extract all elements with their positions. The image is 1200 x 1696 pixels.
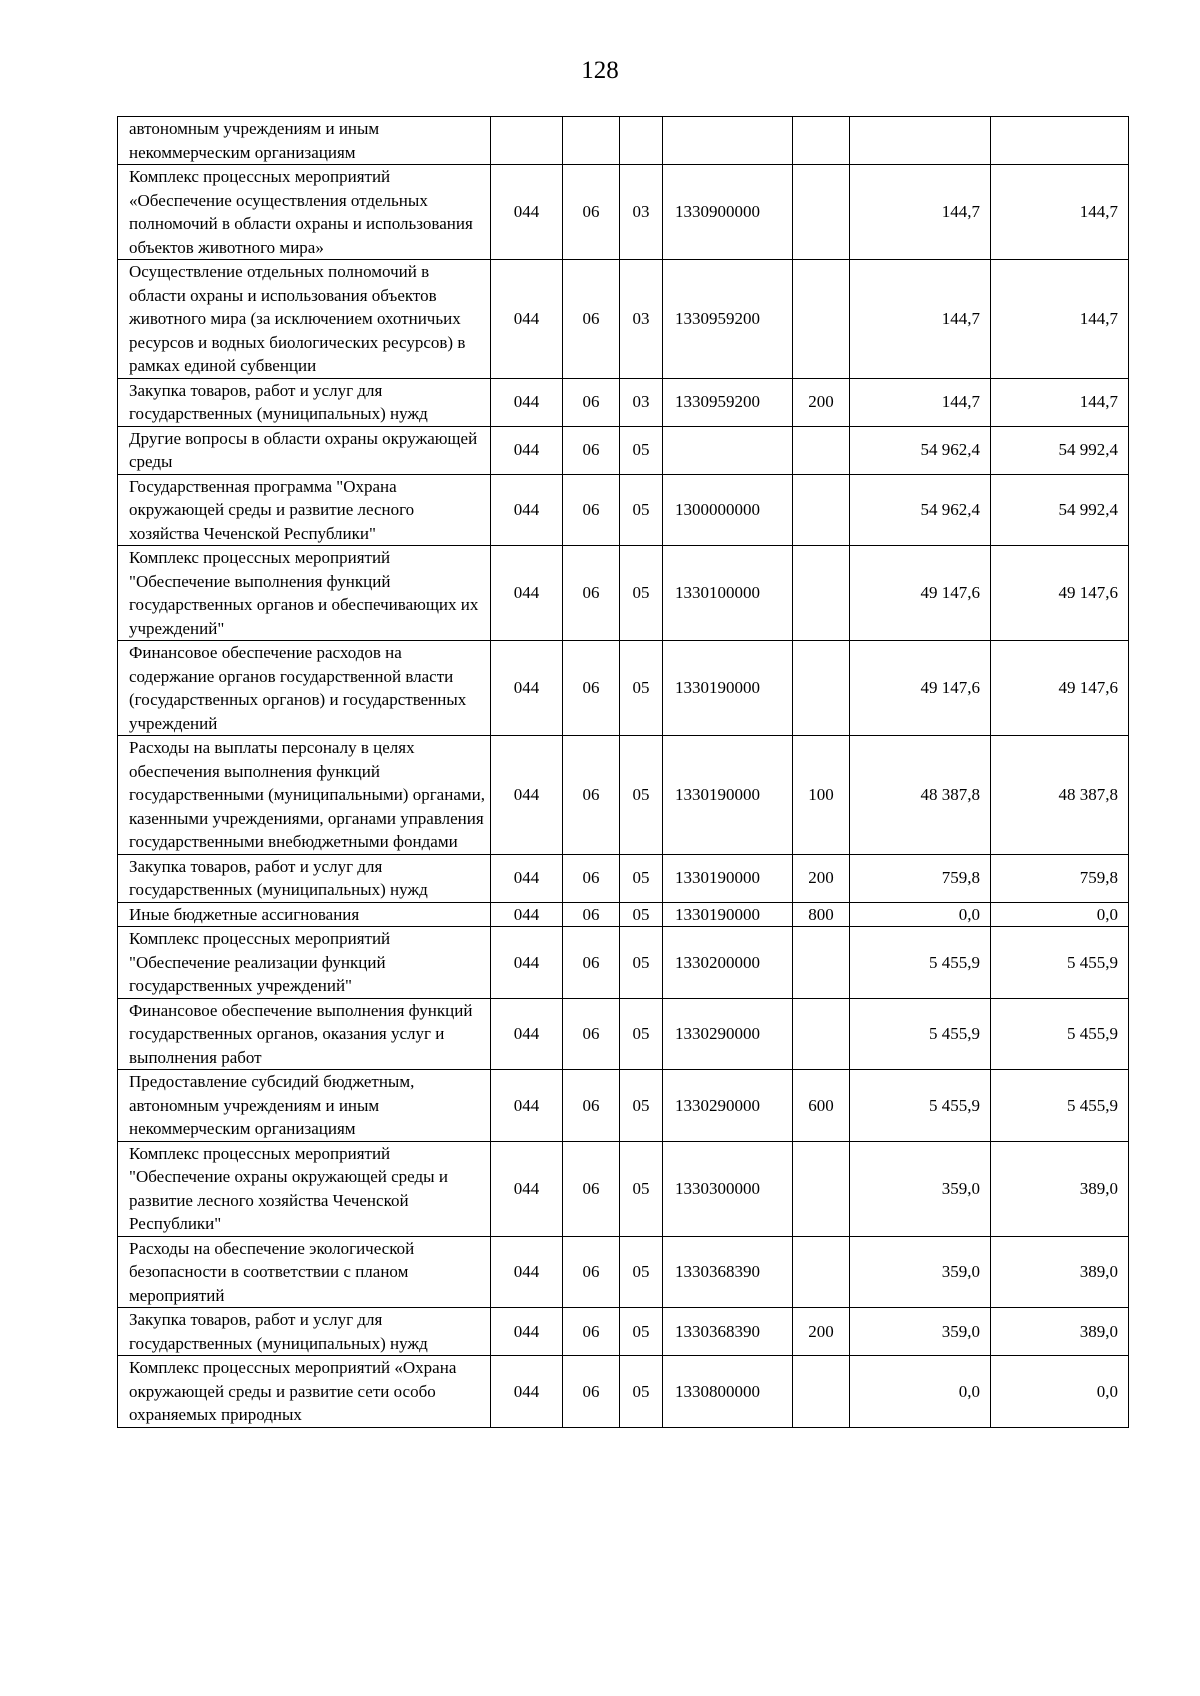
amount-second-year-cell: 48 387,8 [991, 736, 1129, 855]
expense-type-code-cell [793, 260, 850, 379]
ministry-code-cell: 044 [491, 1236, 563, 1308]
section-code-cell: 06 [563, 1236, 620, 1308]
table-row [118, 998, 1129, 1070]
section-code-cell: 06 [563, 378, 620, 426]
section-code-cell: 06 [563, 1070, 620, 1142]
section-code-cell: 06 [563, 927, 620, 999]
amount-second-year-cell: 144,7 [991, 260, 1129, 379]
section-code-cell: 06 [563, 854, 620, 902]
page-number: 128 [581, 57, 619, 84]
table-row [118, 474, 1129, 546]
row-name-cell: Осуществление отдельных полномочий в области охраны и использования объектов животного мира (за исключением охотничьих ресурсов и водных биологических ресурсов) в рамках единой субвенции [118, 260, 491, 379]
amount-second-year-cell: 389,0 [991, 1236, 1129, 1308]
target-item-code-cell: 1330368390 [663, 1308, 793, 1356]
subsection-code-cell: 05 [620, 736, 663, 855]
amount-first-year-cell: 759,8 [850, 854, 991, 902]
target-item-code-cell: 1330959200 [663, 260, 793, 379]
subsection-code-cell: 05 [620, 641, 663, 736]
amount-second-year-cell: 389,0 [991, 1141, 1129, 1236]
table-row [118, 1356, 1129, 1428]
target-item-code-cell: 1300000000 [663, 474, 793, 546]
subsection-code-cell: 05 [620, 927, 663, 999]
row-name-cell: Предоставление субсидий бюджетным, автономным учреждениям и иным некоммерческим организациям [118, 1070, 491, 1142]
target-item-code-cell: 1330190000 [663, 641, 793, 736]
ministry-code-cell: 044 [491, 998, 563, 1070]
expense-type-code-cell [793, 1356, 850, 1428]
subsection-code-cell: 03 [620, 260, 663, 379]
budget-table-body [118, 117, 1129, 1428]
row-name-cell: Государственная программа "Охрана окружающей среды и развитие лесного хозяйства Чеченской Республики" [118, 474, 491, 546]
target-item-code-cell: 1330900000 [663, 165, 793, 260]
row-name-cell: Закупка товаров, работ и услуг для государственных (муниципальных) нужд [118, 854, 491, 902]
expense-type-code-cell: 200 [793, 378, 850, 426]
section-code-cell: 06 [563, 998, 620, 1070]
target-item-code-cell: 1330190000 [663, 854, 793, 902]
expense-type-code-cell [793, 927, 850, 999]
row-name-cell: Комплекс процессных мероприятий "Обеспечение реализации функций государственных учреждений" [118, 927, 491, 999]
section-code-cell: 06 [563, 546, 620, 641]
row-name-cell: Другие вопросы в области охраны окружающей среды [118, 426, 491, 474]
row-name-cell: Комплекс процессных мероприятий "Обеспечение выполнения функций государственных органов и обеспечивающих их учреждений" [118, 546, 491, 641]
table-row [118, 927, 1129, 999]
row-name-cell: Закупка товаров, работ и услуг для государственных (муниципальных) нужд [118, 378, 491, 426]
subsection-code-cell: 05 [620, 1308, 663, 1356]
amount-second-year-cell: 49 147,6 [991, 546, 1129, 641]
table-row [118, 854, 1129, 902]
target-item-code-cell: 1330200000 [663, 927, 793, 999]
amount-second-year-cell: 5 455,9 [991, 998, 1129, 1070]
section-code-cell: 06 [563, 260, 620, 379]
table-row [118, 1236, 1129, 1308]
amount-first-year-cell: 144,7 [850, 378, 991, 426]
section-code-cell: 06 [563, 736, 620, 855]
section-code-cell: 06 [563, 641, 620, 736]
target-item-code-cell: 1330368390 [663, 1236, 793, 1308]
row-name-cell: Иные бюджетные ассигнования [118, 902, 491, 927]
subsection-code-cell: 05 [620, 1236, 663, 1308]
table-row [118, 426, 1129, 474]
section-code-cell: 06 [563, 474, 620, 546]
table-row [118, 902, 1129, 927]
table-row [118, 546, 1129, 641]
section-code-cell [563, 117, 620, 165]
target-item-code-cell: 1330800000 [663, 1356, 793, 1428]
ministry-code-cell: 044 [491, 736, 563, 855]
ministry-code-cell: 044 [491, 927, 563, 999]
amount-first-year-cell: 5 455,9 [850, 1070, 991, 1142]
amount-second-year-cell: 0,0 [991, 1356, 1129, 1428]
target-item-code-cell [663, 426, 793, 474]
row-name-cell: Расходы на обеспечение экологической безопасности в соответствии с планом мероприятий [118, 1236, 491, 1308]
amount-second-year-cell: 49 147,6 [991, 641, 1129, 736]
ministry-code-cell: 044 [491, 474, 563, 546]
expense-type-code-cell: 600 [793, 1070, 850, 1142]
section-code-cell: 06 [563, 165, 620, 260]
amount-first-year-cell: 359,0 [850, 1236, 991, 1308]
target-item-code-cell: 1330300000 [663, 1141, 793, 1236]
budget-table [117, 116, 1129, 1428]
section-code-cell: 06 [563, 1308, 620, 1356]
ministry-code-cell: 044 [491, 902, 563, 927]
ministry-code-cell: 044 [491, 1308, 563, 1356]
amount-second-year-cell: 54 992,4 [991, 474, 1129, 546]
row-name-cell: Расходы на выплаты персоналу в целях обеспечения выполнения функций государственными (муниципальными) органами, казенными учреждениями, органами управления государственными внебюджетными фондами [118, 736, 491, 855]
subsection-code-cell: 05 [620, 1141, 663, 1236]
expense-type-code-cell [793, 998, 850, 1070]
expense-type-code-cell [793, 474, 850, 546]
target-item-code-cell: 1330290000 [663, 1070, 793, 1142]
target-item-code-cell: 1330190000 [663, 736, 793, 855]
expense-type-code-cell: 100 [793, 736, 850, 855]
amount-first-year-cell: 359,0 [850, 1308, 991, 1356]
table-row [118, 736, 1129, 855]
subsection-code-cell: 05 [620, 998, 663, 1070]
target-item-code-cell: 1330100000 [663, 546, 793, 641]
ministry-code-cell: 044 [491, 1070, 563, 1142]
amount-first-year-cell: 359,0 [850, 1141, 991, 1236]
ministry-code-cell: 044 [491, 426, 563, 474]
expense-type-code-cell [793, 1236, 850, 1308]
subsection-code-cell: 05 [620, 426, 663, 474]
subsection-code-cell: 05 [620, 854, 663, 902]
amount-first-year-cell: 48 387,8 [850, 736, 991, 855]
amount-first-year-cell: 144,7 [850, 165, 991, 260]
amount-first-year-cell: 0,0 [850, 1356, 991, 1428]
expense-type-code-cell [793, 641, 850, 736]
section-code-cell: 06 [563, 902, 620, 927]
ministry-code-cell: 044 [491, 260, 563, 379]
expense-type-code-cell [793, 546, 850, 641]
ministry-code-cell: 044 [491, 165, 563, 260]
ministry-code-cell: 044 [491, 854, 563, 902]
row-name-cell: автономным учреждениям и иным некоммерческим организациям [118, 117, 491, 165]
ministry-code-cell: 044 [491, 546, 563, 641]
expense-type-code-cell [793, 165, 850, 260]
row-name-cell: Финансовое обеспечение выполнения функций государственных органов, оказания услуг и выполнения работ [118, 998, 491, 1070]
expense-type-code-cell [793, 117, 850, 165]
table-row [118, 641, 1129, 736]
amount-first-year-cell: 54 962,4 [850, 474, 991, 546]
table-row [118, 378, 1129, 426]
subsection-code-cell: 05 [620, 474, 663, 546]
amount-first-year-cell: 54 962,4 [850, 426, 991, 474]
amount-second-year-cell: 5 455,9 [991, 1070, 1129, 1142]
amount-first-year-cell: 5 455,9 [850, 927, 991, 999]
amount-first-year-cell: 144,7 [850, 260, 991, 379]
amount-second-year-cell: 389,0 [991, 1308, 1129, 1356]
target-item-code-cell [663, 117, 793, 165]
subsection-code-cell [620, 117, 663, 165]
amount-second-year-cell [991, 117, 1129, 165]
table-row [118, 1308, 1129, 1356]
subsection-code-cell: 03 [620, 378, 663, 426]
amount-second-year-cell: 759,8 [991, 854, 1129, 902]
amount-second-year-cell: 144,7 [991, 165, 1129, 260]
table-row [118, 165, 1129, 260]
row-name-cell: Комплекс процессных мероприятий «Обеспечение осуществления отдельных полномочий в области охраны и использования объектов животного мира» [118, 165, 491, 260]
subsection-code-cell: 05 [620, 1356, 663, 1428]
subsection-code-cell: 05 [620, 902, 663, 927]
amount-first-year-cell [850, 117, 991, 165]
subsection-code-cell: 05 [620, 1070, 663, 1142]
target-item-code-cell: 1330190000 [663, 902, 793, 927]
ministry-code-cell [491, 117, 563, 165]
row-name-cell: Финансовое обеспечение расходов на содержание органов государственной власти (государственных органов) и государственных учреждений [118, 641, 491, 736]
amount-first-year-cell: 0,0 [850, 902, 991, 927]
table-row [118, 1141, 1129, 1236]
section-code-cell: 06 [563, 1141, 620, 1236]
row-name-cell: Комплекс процессных мероприятий «Охрана окружающей среды и развитие сети особо охраняемых природных [118, 1356, 491, 1428]
amount-first-year-cell: 5 455,9 [850, 998, 991, 1070]
amount-first-year-cell: 49 147,6 [850, 641, 991, 736]
ministry-code-cell: 044 [491, 1141, 563, 1236]
subsection-code-cell: 03 [620, 165, 663, 260]
expense-type-code-cell [793, 426, 850, 474]
amount-second-year-cell: 5 455,9 [991, 927, 1129, 999]
amount-second-year-cell: 144,7 [991, 378, 1129, 426]
row-name-cell: Комплекс процессных мероприятий "Обеспечение охраны окружающей среды и развитие лесного хозяйства Чеченской Республики" [118, 1141, 491, 1236]
expense-type-code-cell: 800 [793, 902, 850, 927]
table-row [118, 260, 1129, 379]
section-code-cell: 06 [563, 426, 620, 474]
subsection-code-cell: 05 [620, 546, 663, 641]
target-item-code-cell: 1330959200 [663, 378, 793, 426]
expense-type-code-cell [793, 1141, 850, 1236]
amount-first-year-cell: 49 147,6 [850, 546, 991, 641]
ministry-code-cell: 044 [491, 641, 563, 736]
target-item-code-cell: 1330290000 [663, 998, 793, 1070]
section-code-cell: 06 [563, 1356, 620, 1428]
ministry-code-cell: 044 [491, 1356, 563, 1428]
table-row [118, 117, 1129, 165]
table-row [118, 1070, 1129, 1142]
amount-second-year-cell: 0,0 [991, 902, 1129, 927]
expense-type-code-cell: 200 [793, 854, 850, 902]
expense-type-code-cell: 200 [793, 1308, 850, 1356]
amount-second-year-cell: 54 992,4 [991, 426, 1129, 474]
row-name-cell: Закупка товаров, работ и услуг для государственных (муниципальных) нужд [118, 1308, 491, 1356]
ministry-code-cell: 044 [491, 378, 563, 426]
